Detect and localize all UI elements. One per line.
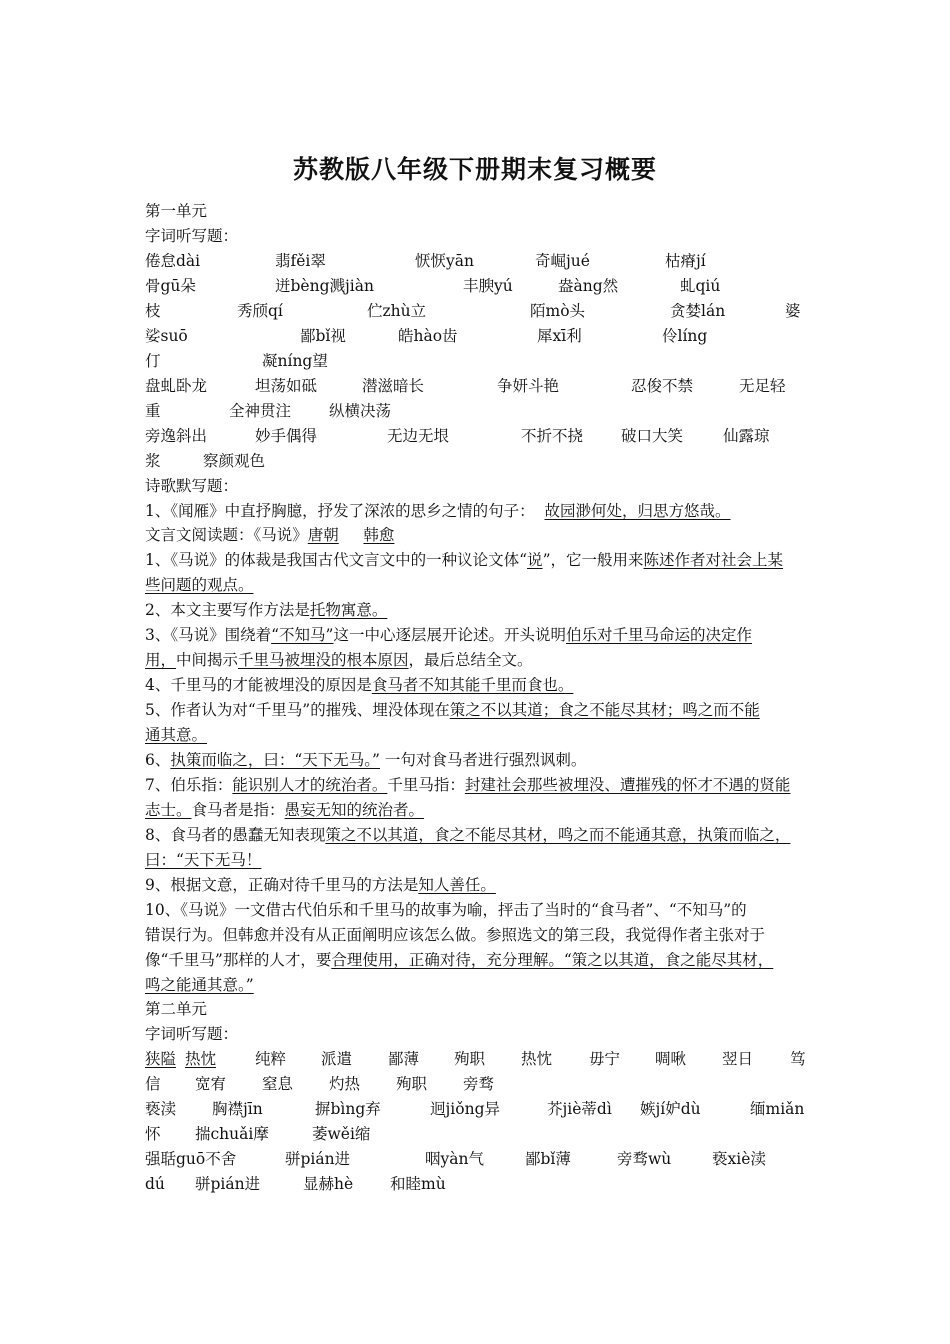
question-8: 8、食马者的愚蠢无知表现策之不以其道，食之不能尽其材，鸣之而不能通其意，执策而临之， <box>145 826 791 844</box>
question-5-cont <box>145 724 815 746</box>
vocab-word: 咽yàn气 <box>425 1150 484 1168</box>
answer: 食马者不知其能千里而食也。 <box>371 676 574 694</box>
question-5: 5、作者认为对“千里马”的摧残、埋没体现在策之不以其道；食之不能尽其材；鸣之而不能 <box>145 701 760 719</box>
vocab-word: 犀xī利 <box>537 327 582 345</box>
vocab-word: 芥jiè蒂dì <box>547 1100 612 1118</box>
vocab-word: 笃 <box>790 1050 806 1068</box>
unit1-vocab-heading: 字词听写题： <box>145 227 239 245</box>
answer: 鸣之能通其意。” <box>145 976 254 994</box>
answer: 曰：“天下无马！ <box>145 851 262 869</box>
idiom: 盘虬卧龙 <box>145 377 208 395</box>
idiom: 浆 <box>145 452 161 470</box>
answer: 用， <box>145 651 177 669</box>
answer: 封建社会那些被埋没、遭摧残的怀才不遇的贤能 <box>464 776 791 794</box>
idiom: 旁逸斜出 <box>145 427 208 445</box>
vocab-word: 派遣 <box>321 1050 353 1068</box>
answer: 能识别人才的统治者。 <box>232 776 388 794</box>
vocab-word: 骈pián进 <box>285 1150 351 1168</box>
vocab-word: 婆 <box>785 302 801 320</box>
poem-question-1: 1、《闻雁》中直抒胸臆，抒发了深浓的思乡之情的句子： 故园渺何处，归思方悠哉。 <box>145 502 731 520</box>
idiom: 察颜观色 <box>203 452 266 470</box>
vocab-word: 亵渎 <box>145 1100 177 1118</box>
answer: 执策而临之，曰：“天下无马。” <box>170 751 380 769</box>
vocab-word: 嫉jí妒dù <box>640 1100 701 1118</box>
answer: 策之不以其道；食之不能尽其材；鸣之而不能 <box>449 701 760 719</box>
vocab-word: 丰腴yú <box>463 277 513 295</box>
question-6: 6、执策而临之，曰：“天下无马。” 一句对食马者进行强烈讽刺。 <box>145 751 587 769</box>
answer: 托物寓意。 <box>309 601 388 619</box>
vocab-word: 枝 <box>145 302 161 320</box>
question-2: 2、本文主要写作方法是托物寓意。 <box>145 601 388 619</box>
idiom: 忍俊不禁 <box>631 377 694 395</box>
vocab-word: 秀颀qí <box>237 302 283 320</box>
vocab-word: 和睦mù <box>390 1175 446 1193</box>
vocab-word: 恹恹yān <box>415 252 474 270</box>
answer: 志士。 <box>145 801 192 819</box>
answer: 知人善任。 <box>418 876 496 894</box>
answer: 些问题的观点。 <box>145 576 254 594</box>
question-10-line-4 <box>145 974 815 996</box>
idiom: 争妍斗艳 <box>497 377 560 395</box>
idiom: 潜滋暗长 <box>362 377 425 395</box>
idiom: 破口大笑 <box>621 427 684 445</box>
vocab-word: 鄙bǐ视 <box>300 327 346 345</box>
poem-heading: 诗歌默写题： <box>145 477 239 495</box>
question-3-cont: 用，中间揭示千里马被埋没的根本原因，最后总结全文。 <box>145 651 533 669</box>
vocab-word: 纯粹 <box>255 1050 287 1068</box>
vocab-word: 翡fěi翠 <box>275 252 326 270</box>
vocab-word: 盎àng然 <box>558 277 619 295</box>
vocab-word: 翌日 <box>722 1050 754 1068</box>
vocab-word: 毋宁 <box>589 1050 621 1068</box>
question-1-cont <box>145 574 815 596</box>
idiom: 全神贯注 <box>229 402 292 420</box>
vocab-word: 缅miǎn <box>750 1100 805 1118</box>
vocab-word: 信 <box>145 1075 161 1093</box>
question-7: 7、伯乐指：能识别人才的统治者。千里马指：封建社会那些被埋没、遭摧残的怀才不遇的贤能 <box>145 776 791 794</box>
unit2-heading: 第二单元 <box>145 1000 208 1018</box>
vocab-word: 胸襟jīn <box>212 1100 263 1118</box>
vocab-word: 虬qiú <box>680 277 721 295</box>
vocab-word: 灼热 <box>329 1075 361 1093</box>
question-10-line-2: 错误行为。但韩愈并没有从正面阐明应该怎么做。参照选文的第三段，我觉得作者主张对于 <box>145 926 766 944</box>
vocab-word: 热忱 <box>521 1050 553 1068</box>
vocab-word: 贪婪lán <box>670 302 726 320</box>
vocab-word: 鄙薄 <box>388 1050 420 1068</box>
dynasty: 唐朝 <box>307 526 339 544</box>
answer: “不知马” <box>271 626 334 644</box>
question-7-cont: 志士。食马者是指：愚妄无知的统治者。 <box>145 801 425 819</box>
question-10: 10、《马说》一文借古代伯乐和千里马的故事为喻，抨击了当时的“食马者”、“不知马”的 <box>145 901 747 919</box>
unit1-heading: 第一单元 <box>145 202 208 220</box>
question-10-line-3: 像“千里马”那样的人才，要合理使用，正确对待，充分理解。“策之以其道，食之能尽其材， <box>145 951 774 969</box>
vocab-word: 陌mò头 <box>530 302 586 320</box>
answer: 陈述作者对社会上某 <box>643 551 784 569</box>
question-3: 3、《马说》围绕着“不知马”这一中心逐层展开论述。开头说明伯乐对千里马命运的决定作 <box>145 626 753 644</box>
vocab-word: 伶líng <box>662 327 708 345</box>
vocab-word: 啁啾 <box>655 1050 687 1068</box>
vocab-word: 殉职 <box>454 1050 486 1068</box>
answer: 合理使用，正确对待，充分理解。“策之以其道，食之能尽其材， <box>331 951 774 969</box>
answer: 愚妄无知的统治者。 <box>284 801 425 819</box>
idiom: 妙手偶得 <box>255 427 318 445</box>
answer: 通其意。 <box>145 726 208 744</box>
vocab-word: dú <box>145 1175 165 1193</box>
vocab-word: 倦怠dài <box>145 252 201 270</box>
question-9: 9、根据文意，正确对待千里马的方法是知人善任。 <box>145 876 496 894</box>
author: 韩愈 <box>363 526 395 544</box>
vocab-word: 摒bìng弃 <box>315 1100 381 1118</box>
idiom: 仙露琼 <box>723 427 770 445</box>
idiom: 无足轻 <box>739 377 786 395</box>
page-title: 苏教版八年级下册期末复习概要 <box>292 155 657 184</box>
answer: 伯乐对千里马命运的决定作 <box>566 626 753 644</box>
idiom: 坦荡如砥 <box>255 377 318 395</box>
wenyan-heading: 文言文阅读题：《马说》唐朝 韩愈 <box>145 526 395 544</box>
vocab-word: 怀 <box>145 1125 161 1143</box>
vocab-word: 伫zhù立 <box>367 302 427 320</box>
vocab-word: 旁骛wù <box>617 1150 672 1168</box>
vocab-word: 宽宥 <box>195 1075 227 1093</box>
vocab-word: 奇崛jué <box>535 252 590 270</box>
vocab-word: 皓hào齿 <box>398 327 458 345</box>
question-1: 1、《马说》的体裁是我国古代文言文中的一种议论文体“说”，它一般用来陈述作者对社会上某 <box>145 551 784 569</box>
answer: 故园渺何处，归思方悠哉。 <box>544 502 731 520</box>
vocab-word: 迸bèng溅jiàn <box>275 277 374 295</box>
answer: 策之不以其道，食之不能尽其材，鸣之而不能通其意，执策而临之， <box>325 826 791 844</box>
vocab-word: 亵xiè渎 <box>712 1150 766 1168</box>
vocab-word: 萎wěi缩 <box>312 1125 371 1143</box>
idiom: 纵横决荡 <box>329 402 392 420</box>
vocab-word: 旁骛 <box>463 1075 495 1093</box>
question-4: 4、千里马的才能被埋没的原因是食马者不知其能千里而食也。 <box>145 676 574 694</box>
vocab-word: 娑suō <box>145 327 188 345</box>
vocab-word: 狭隘 <box>145 1050 177 1068</box>
vocab-word: 凝níng望 <box>262 352 328 370</box>
vocab-word: 强聒guō不舍 <box>145 1150 237 1168</box>
vocab-word: 仃 <box>145 352 161 370</box>
idiom: 不折不挠 <box>521 427 584 445</box>
vocab-word: 显赫hè <box>303 1175 354 1193</box>
idiom: 无边无垠 <box>387 427 450 445</box>
unit2-vocab-heading: 字词听写题： <box>145 1025 239 1043</box>
vocab-word: 枯瘠jí <box>665 252 706 270</box>
vocab-word: 骈pián进 <box>195 1175 261 1193</box>
idiom: 重 <box>145 402 161 420</box>
vocab-word: 揣chuǎi摩 <box>195 1125 269 1143</box>
vocab-word: 迥jiǒng异 <box>430 1100 500 1118</box>
answer: 千里马被埋没的根本原因 <box>238 651 409 669</box>
vocab-word: 窒息 <box>262 1075 294 1093</box>
answer: 说 <box>527 551 543 569</box>
vocab-word: 热忱 <box>185 1050 217 1068</box>
vocab-word: 鄙bǐ薄 <box>525 1150 571 1168</box>
question-8-cont <box>145 849 815 871</box>
vocab-word: 骨gū朵 <box>145 277 196 295</box>
vocab-word: 殉职 <box>396 1075 428 1093</box>
